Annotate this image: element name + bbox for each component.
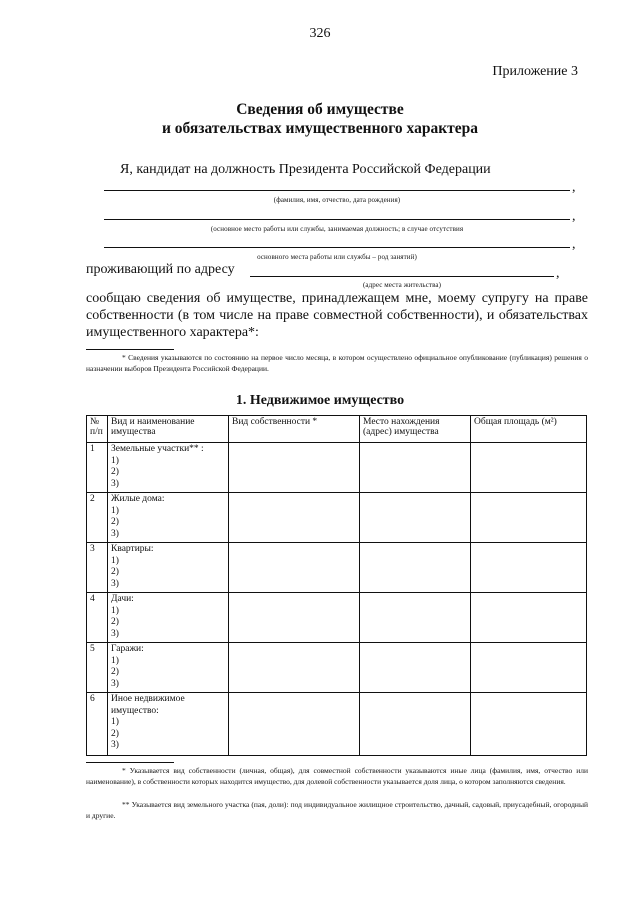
table-row bbox=[87, 643, 587, 693]
item-number: 2) bbox=[111, 728, 119, 739]
item-number: 2) bbox=[111, 567, 119, 577]
page-number: 326 bbox=[309, 26, 331, 41]
comma-mark: , bbox=[572, 237, 576, 252]
header-property-type: Вид и наименование имущества bbox=[108, 416, 229, 443]
table-row bbox=[87, 693, 587, 756]
area-cell[interactable] bbox=[471, 593, 587, 643]
item-number: 2) bbox=[111, 617, 119, 627]
work-field-hint-2: основного места работы или службы – род занятий) bbox=[257, 253, 417, 261]
work-field-hint-1: (основное место работы или службы, занимаемая должность; в случае отсутствия bbox=[210, 225, 464, 233]
header-location: Место нахождения (адрес) имущества bbox=[360, 416, 471, 443]
ownership-cell[interactable] bbox=[229, 443, 360, 493]
occupation-blank-line[interactable] bbox=[104, 247, 570, 248]
table-row bbox=[87, 493, 587, 543]
header-area: Общая площадь (м²) bbox=[471, 416, 587, 443]
area-cell[interactable] bbox=[471, 443, 587, 493]
name-field-hint: (фамилия, имя, отчество, дата рождения) bbox=[273, 196, 401, 204]
address-field-hint: (адрес места жительства) bbox=[362, 281, 442, 289]
table-row bbox=[87, 593, 587, 643]
header-ownership-type: Вид собственности * bbox=[229, 416, 360, 443]
item-number: 3) bbox=[111, 528, 119, 539]
name-blank-line[interactable] bbox=[104, 190, 570, 191]
footnote-divider bbox=[86, 762, 174, 763]
real-estate-table bbox=[86, 415, 587, 756]
footnote-ownership: * Указывается вид собственности (личная, общая), для совместной собственности указываются иные лица (фамилия, имя, отчество или наименование), в собственности которых находится имущество, для долевой собственности указывается доля лица, о котором заполняются сведения. bbox=[86, 766, 588, 786]
property-name-cell bbox=[108, 593, 229, 643]
item-number: 2) bbox=[111, 517, 119, 527]
row-number: 5 bbox=[87, 643, 108, 693]
location-cell[interactable] bbox=[360, 643, 471, 693]
ownership-cell[interactable] bbox=[229, 543, 360, 593]
row-number: 4 bbox=[87, 593, 108, 643]
item-number: 3) bbox=[111, 628, 119, 639]
property-name: Жилые дома: bbox=[111, 494, 165, 504]
area-cell[interactable] bbox=[471, 693, 587, 756]
property-name: Иное недвижимое имущество: bbox=[111, 694, 185, 716]
row-number: 1 bbox=[87, 443, 108, 493]
location-cell[interactable] bbox=[360, 443, 471, 493]
property-name-cell bbox=[108, 493, 229, 543]
work-blank-line[interactable] bbox=[104, 219, 570, 220]
address-blank-line[interactable] bbox=[250, 276, 554, 277]
property-name: Земельные участки** : bbox=[111, 444, 204, 454]
item-number: 1) bbox=[111, 717, 119, 727]
property-name-cell bbox=[108, 543, 229, 593]
location-cell[interactable] bbox=[360, 693, 471, 756]
item-number: 2) bbox=[111, 667, 119, 677]
location-cell[interactable] bbox=[360, 593, 471, 643]
header-number: № п/п bbox=[87, 416, 108, 443]
comma-mark: , bbox=[572, 209, 576, 224]
location-cell[interactable] bbox=[360, 493, 471, 543]
comma-mark: , bbox=[572, 180, 576, 195]
intro-statement: Я, кандидат на должность Президента Российской Федерации bbox=[120, 162, 491, 177]
property-name: Дачи: bbox=[111, 594, 134, 604]
section-title: 1. Недвижимое имущество bbox=[235, 393, 405, 408]
area-cell[interactable] bbox=[471, 543, 587, 593]
row-number: 3 bbox=[87, 543, 108, 593]
ownership-cell[interactable] bbox=[229, 693, 360, 756]
item-number: 1) bbox=[111, 605, 119, 616]
property-name: Гаражи: bbox=[111, 644, 144, 654]
area-cell[interactable] bbox=[471, 643, 587, 693]
location-cell[interactable] bbox=[360, 543, 471, 593]
address-label: проживающий по адресу bbox=[86, 262, 235, 277]
item-number: 3) bbox=[111, 678, 119, 689]
footnote-land-type: ** Указывается вид земельного участка (пая, доли): под индивидуальное жилищное строительство, дачный, садовый, приусадебный, огородный и другие. bbox=[86, 800, 588, 820]
appendix-label: Приложение 3 bbox=[492, 64, 578, 79]
item-number: 1) bbox=[111, 655, 119, 666]
table-row bbox=[87, 443, 587, 493]
ownership-cell[interactable] bbox=[229, 493, 360, 543]
row-number: 6 bbox=[87, 693, 108, 756]
item-number: 1) bbox=[111, 505, 119, 516]
ownership-cell[interactable] bbox=[229, 643, 360, 693]
item-number: 3) bbox=[111, 478, 119, 489]
property-name-cell bbox=[108, 693, 229, 756]
ownership-cell[interactable] bbox=[229, 593, 360, 643]
comma-mark: , bbox=[556, 266, 560, 281]
item-number: 1) bbox=[111, 455, 119, 466]
item-number: 3) bbox=[111, 578, 119, 589]
footnote-top: * Сведения указываются по состоянию на первое число месяца, в котором осуществлено официальное опубликование (публикация) решения о назначении выборов Президента Российской Федерации. bbox=[86, 353, 588, 373]
property-name-cell bbox=[108, 443, 229, 493]
property-name: Квартиры: bbox=[111, 544, 154, 554]
footnote-divider bbox=[86, 349, 174, 350]
body-statement: сообщаю сведения об имуществе, принадлежащем мне, моему супругу на праве собственности (в том числе на праве совместной собственности), и обязательствах имущественного характера*: bbox=[86, 291, 588, 340]
document-title-line-2: и обязательствах имущественного характера bbox=[162, 120, 478, 137]
area-cell[interactable] bbox=[471, 493, 587, 543]
item-number: 3) bbox=[111, 740, 119, 750]
property-name-cell bbox=[108, 643, 229, 693]
row-number: 2 bbox=[87, 493, 108, 543]
item-number: 2) bbox=[111, 467, 119, 477]
table-row bbox=[87, 543, 587, 593]
document-title-line-1: Сведения об имуществе bbox=[236, 101, 404, 118]
item-number: 1) bbox=[111, 555, 119, 566]
